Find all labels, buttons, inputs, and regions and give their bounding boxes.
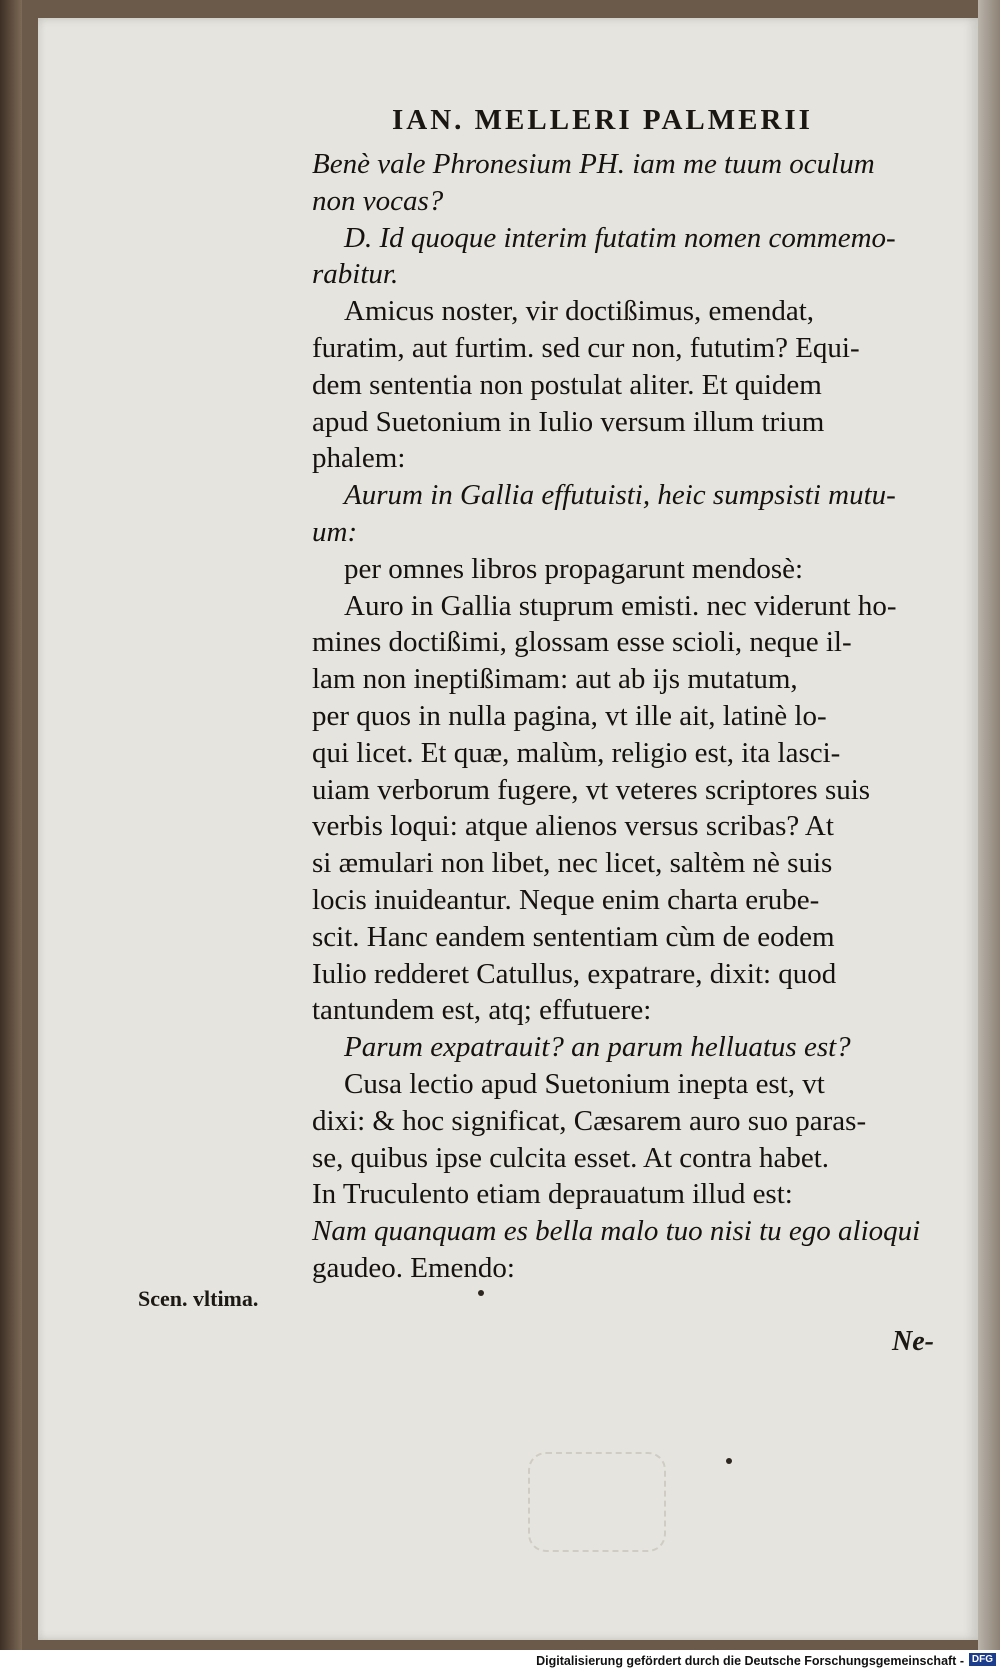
text-line: Parum expatrauit? an parum helluatus est?: [344, 1031, 851, 1064]
book-edge-left: [0, 0, 22, 1650]
text-line: phalem:: [312, 442, 406, 475]
text-line: Aurum in Gallia effutuisti, heic sumpsisti mutu-: [344, 479, 896, 512]
text-line: tantundem est, atq; effutuere:: [312, 994, 652, 1027]
text-line: verbis loqui: atque alienos versus scribas? At: [312, 810, 834, 843]
footer-bar: [0, 1650, 1000, 1672]
text-line: D. Id quoque interim futatim nomen commemo-: [344, 221, 896, 254]
text-line: mines doctißimi, glossam esse scioli, neque il-: [312, 626, 852, 659]
text-line: per quos in nulla pagina, vt ille ait, latinè lo-: [312, 699, 827, 732]
running-head: IAN. MELLERI PALMERII: [392, 104, 813, 136]
text-line: gaudeo. Emendo:: [312, 1251, 515, 1284]
text-line: dem sententia non postulat aliter. Et quidem: [312, 368, 822, 401]
book-edge-right: [978, 0, 1000, 1650]
text-line: furatim, aut furtim. sed cur non, fututim? Equi-: [312, 331, 860, 364]
text-line: scit. Hanc eandem sententiam cùm de eodem: [312, 920, 835, 953]
text-line: Benè vale Phronesium PH. iam me tuum oculum: [312, 148, 875, 180]
text-line: Cusa lectio apud Suetonium inepta est, vt: [344, 1067, 825, 1100]
faint-library-stamp: [528, 1452, 666, 1552]
text-line: Auro in Gallia stuprum emisti. nec viderunt ho-: [344, 589, 897, 622]
text-line: lam non ineptißimam: aut ab ijs mutatum,: [312, 663, 798, 696]
text-line: uiam verborum fugere, vt veteres scriptores suis: [312, 773, 871, 806]
catchword: Ne-: [892, 1326, 934, 1357]
text-line: dixi: & hoc significat, Cæsarem auro suo paras-: [312, 1104, 867, 1137]
text-line: locis inuideantur. Neque enim charta erube-: [312, 883, 820, 916]
text-line: apud Suetonium in Iulio versum illum trium: [312, 405, 825, 438]
ink-speck: [478, 1290, 484, 1296]
text-line: Amicus noster, vir doctißimus, emendat,: [344, 295, 815, 328]
text-line: si æmulari non libet, nec licet, saltèm nè suis: [312, 847, 833, 880]
dfg-logo: DFG: [969, 1653, 996, 1666]
text-line: per omnes libros propagarunt mendosè:: [344, 552, 804, 585]
digitization-credit: Digitalisierung gefördert durch die Deutsche Forschungsgemeinschaft -: [536, 1654, 964, 1668]
text-line: Nam quanquam es bella malo tuo nisi tu ego alioqui: [312, 1215, 921, 1248]
text-line: um:: [312, 515, 358, 548]
text-line: qui licet. Et quæ, malùm, religio est, ita lasci-: [312, 736, 841, 769]
margin-note: Scen. vltima.: [138, 1286, 259, 1311]
body-text: [312, 146, 942, 1287]
text-line: Iulio redderet Catullus, expatrare, dixit: quod: [312, 957, 837, 990]
ink-speck: [726, 1458, 732, 1464]
text-line: In Truculento etiam deprauatum illud est:: [312, 1178, 793, 1211]
text-line: se, quibus ipse culcita esset. At contra habet.: [312, 1141, 830, 1174]
text-line: rabitur.: [312, 258, 399, 291]
text-line: non vocas?: [312, 184, 444, 217]
